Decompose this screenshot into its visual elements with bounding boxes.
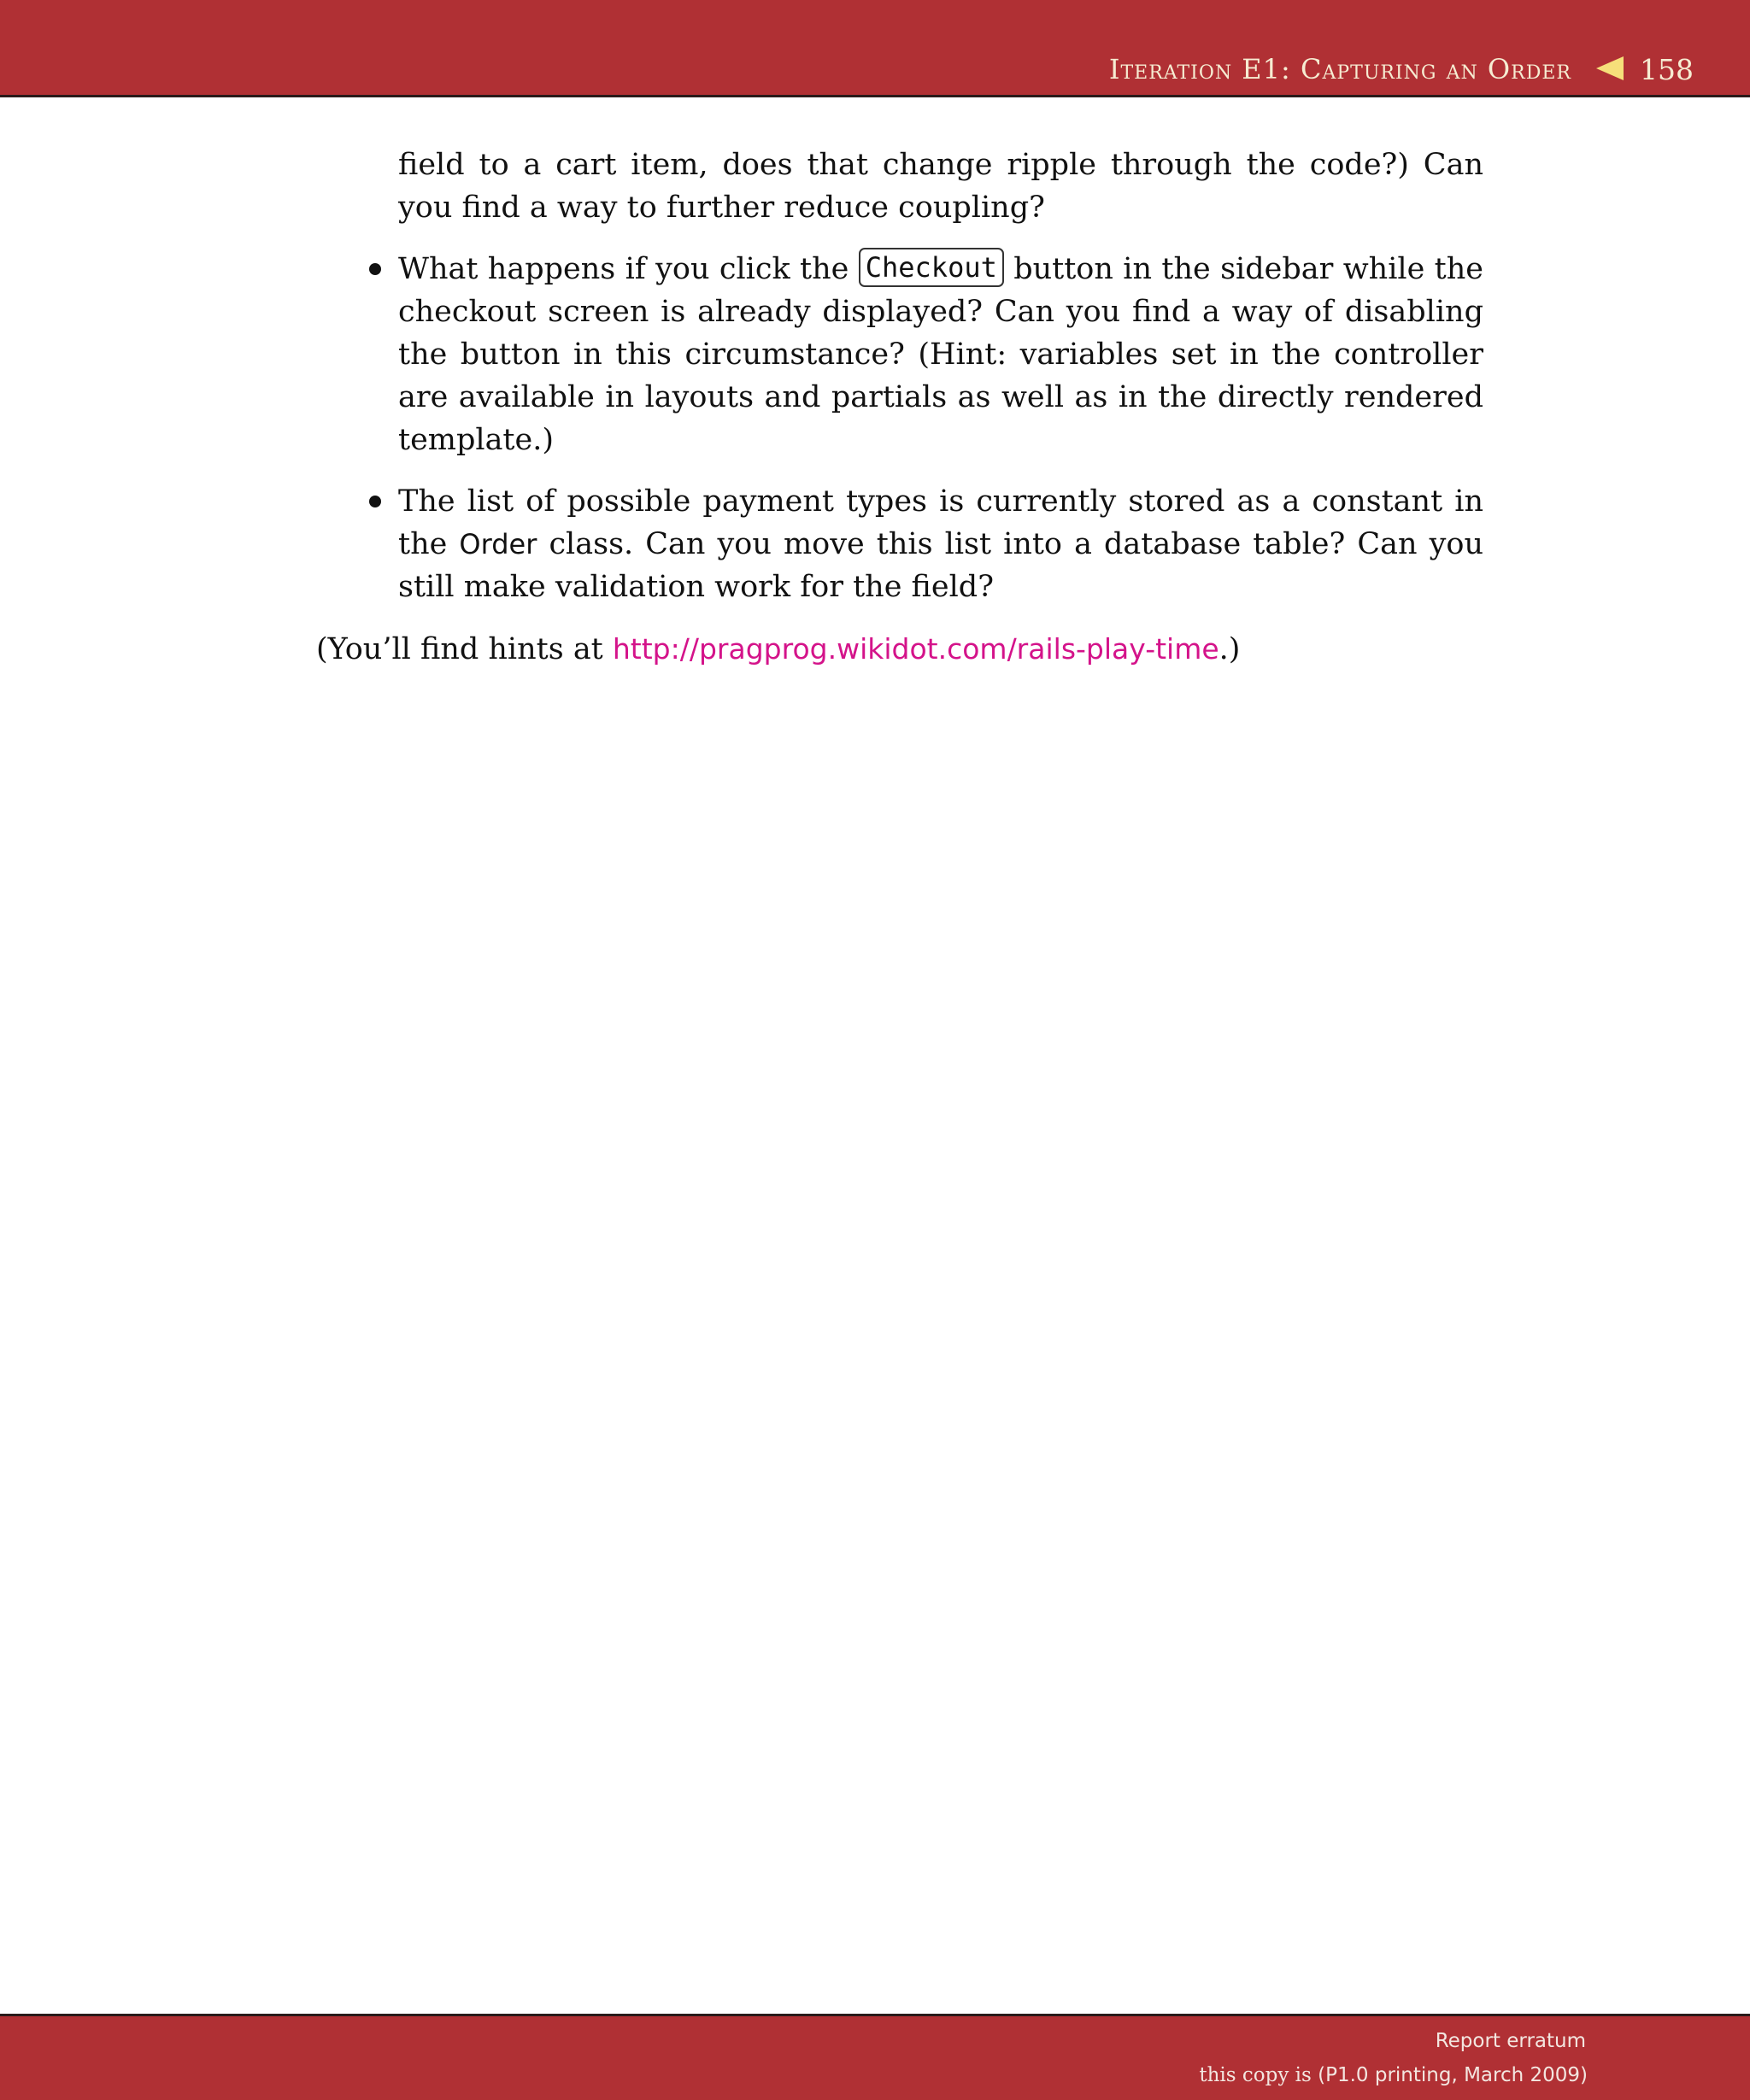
bullet-text-after: class. Can you move this list into a database table? Can you still make validation work for the field? <box>398 527 1483 604</box>
bullet-dot-icon <box>369 496 381 507</box>
copy-prefix: this copy is <box>1199 2064 1312 2086</box>
bullet-text-before: The list of possible payment types is currently stored as a constant in the <box>398 484 1483 561</box>
copy-notice <box>1199 2064 1588 2086</box>
page-footer <box>0 2014 1750 2100</box>
checkout-button-label: Checkout <box>859 248 1004 287</box>
list-item <box>398 248 1483 461</box>
hints-line <box>316 628 1240 671</box>
list-item <box>398 480 1483 608</box>
page-header <box>0 0 1750 97</box>
page-number: 158 <box>1640 53 1694 86</box>
hints-prefix: (You’ll find hints at <box>316 632 603 666</box>
continued-paragraph-text: field to a cart item, does that change ripple through the code?) Can you find a way to further reduce coupling? <box>398 148 1483 225</box>
previous-arrow-icon[interactable] <box>1596 56 1624 80</box>
hints-suffix: .) <box>1219 632 1241 666</box>
bullet-dot-icon <box>369 263 381 275</box>
copy-suffix: (P1.0 printing, March 2009) <box>1318 2064 1588 2086</box>
report-erratum-link[interactable]: Report erratum <box>1435 2030 1586 2052</box>
order-class-name: Order <box>459 528 537 560</box>
bullet-text-after: button in the sidebar while the checkout screen is already displayed? Can you find a way of disabling the button in this circumstance? (Hint: variables set in the controller are available in layouts and partials as well as in the directly rendered template.) <box>398 252 1483 457</box>
hints-link[interactable]: http://pragprog.wikidot.com/rails-play-time <box>612 632 1219 666</box>
bullet-text-before: What happens if you click the <box>398 252 849 286</box>
continued-paragraph <box>398 144 1483 229</box>
section-title: Iteration E1: Capturing an Order <box>1108 53 1571 85</box>
